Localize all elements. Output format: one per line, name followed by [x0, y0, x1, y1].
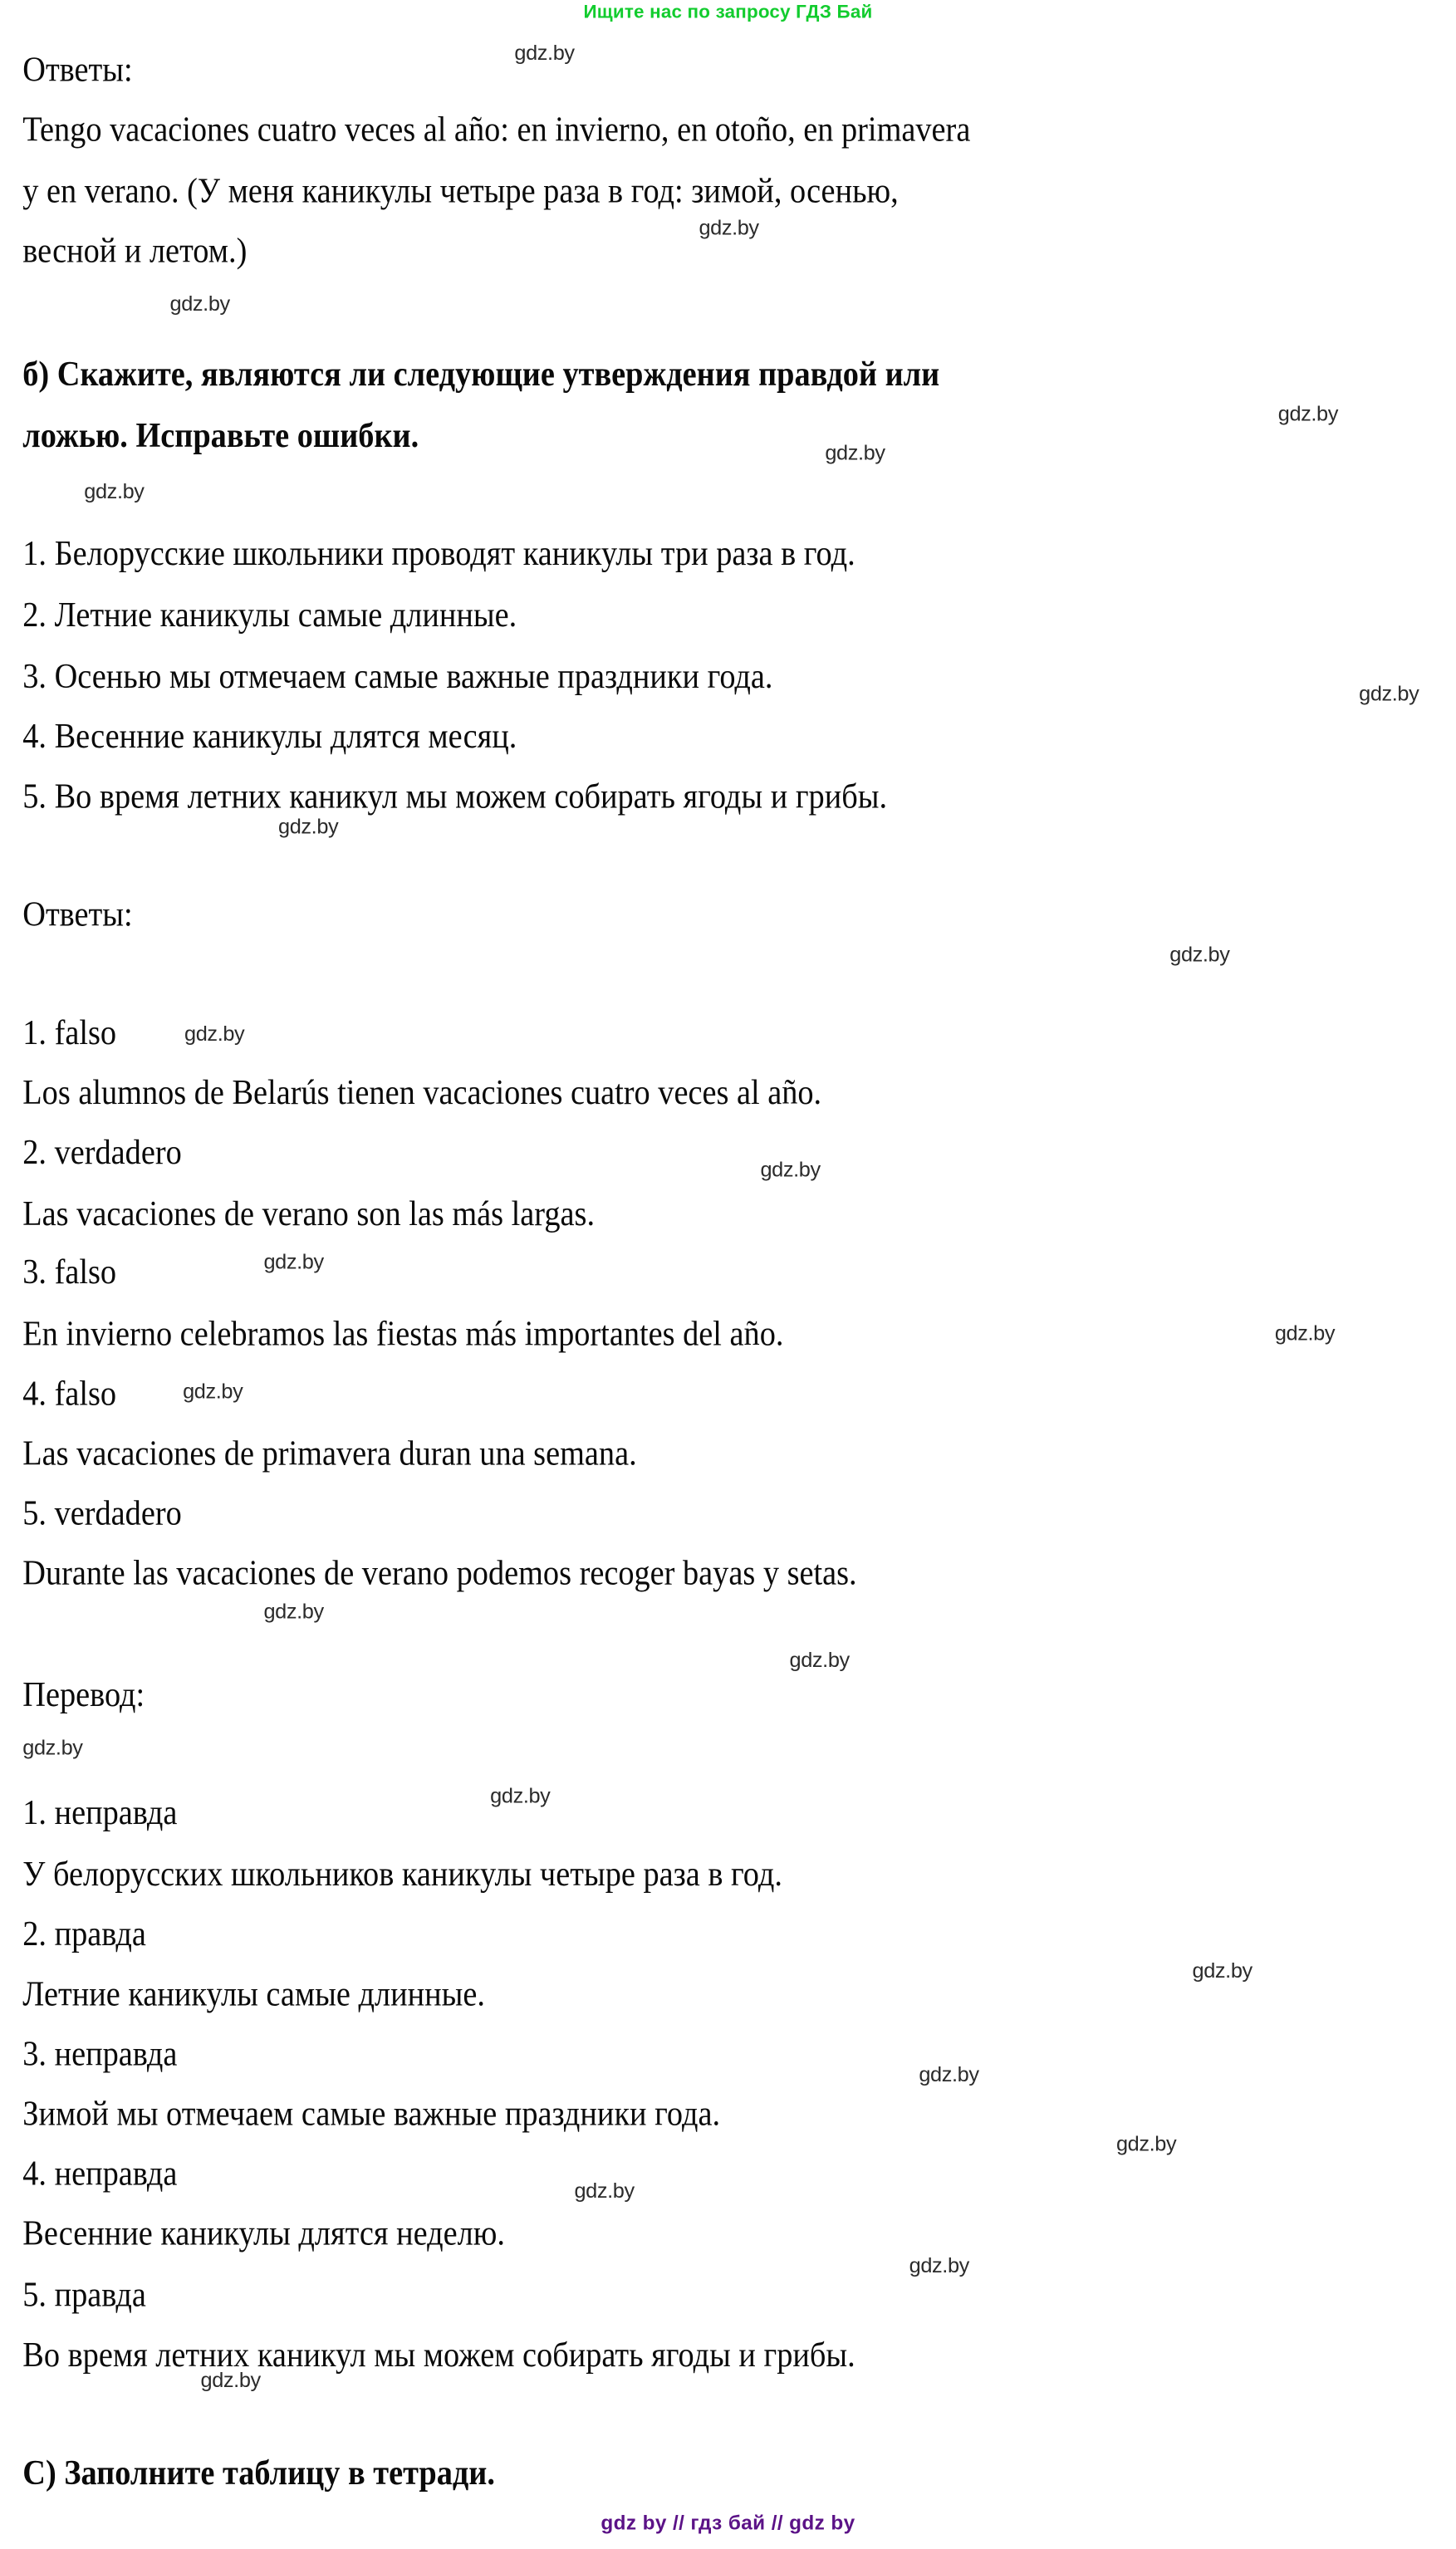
- statement-item: 2. Летние каникулы самые длинные.: [22, 596, 517, 635]
- answers-label-2: Ответы:: [22, 895, 133, 934]
- watermark-gdz: gdz.by: [919, 2061, 979, 2086]
- spanish-sentence: En invierno celebramos las fiestas más importantes del año.: [22, 1314, 784, 1354]
- task-b-heading-line-1: б) Скажите, являются ли следующие утверждения правдой или: [22, 354, 940, 394]
- russian-verdict: 3. неправда: [22, 2034, 178, 2074]
- answers-label-1: Ответы:: [22, 50, 133, 90]
- watermark-gdz: gdz.by: [184, 1021, 245, 1046]
- watermark-gdz: gdz.by: [574, 2178, 635, 2203]
- statement-item: 4. Весенние каникулы длятся месяц.: [22, 717, 517, 756]
- watermark-gdz: gdz.by: [514, 40, 575, 65]
- russian-sentence: Летние каникулы самые длинные.: [22, 1974, 485, 2014]
- watermark-gdz: gdz.by: [84, 478, 145, 504]
- task-c-heading: С) Заполните таблицу в тетради.: [22, 2453, 495, 2493]
- spanish-sentence: Durante las vacaciones de verano podemos recoger bayas y setas.: [22, 1553, 857, 1593]
- spanish-verdict: 3. falso: [22, 1252, 117, 1292]
- watermark-gdz: gdz.by: [1277, 401, 1339, 426]
- footer-link-bar[interactable]: gdz by // гдз бай // gdz by: [601, 2512, 855, 2535]
- statement-item: 5. Во время летних каникул мы можем собирать ягоды и грибы.: [22, 777, 888, 816]
- watermark-gdz: gdz.by: [263, 1249, 324, 1274]
- watermark-gdz: gdz.by: [200, 2367, 261, 2392]
- watermark-gdz: gdz.by: [789, 1647, 850, 1672]
- spanish-sentence: Las vacaciones de primavera duran una semana.: [22, 1434, 637, 1473]
- spanish-verdict: 5. verdadero: [22, 1493, 182, 1533]
- statement-item: 3. Осенью мы отмечаем самые важные праздники года.: [22, 657, 773, 696]
- watermark-gdz: gdz.by: [1359, 681, 1419, 706]
- watermark-gdz: gdz.by: [490, 1783, 551, 1808]
- watermark-gdz: gdz.by: [1115, 2131, 1177, 2156]
- watermark-gdz: gdz.by: [760, 1157, 821, 1182]
- statement-item: 1. Белорусские школьники проводят каникулы три раза в год.: [22, 534, 855, 573]
- task-b-heading-line-2: ложью. Исправьте ошибки.: [22, 415, 419, 455]
- spanish-sentence: Los alumnos de Belarús tienen vacaciones cuatro veces al año.: [22, 1072, 822, 1112]
- russian-sentence: Зимой мы отмечаем самые важные праздники года.: [22, 2094, 721, 2134]
- spanish-verdict: 4. falso: [22, 1374, 117, 1414]
- russian-sentence: Во время летних каникул мы можем собирать ягоды и грибы.: [22, 2335, 855, 2375]
- russian-verdict: 5. правда: [22, 2275, 146, 2315]
- watermark-gdz: gdz.by: [183, 1379, 243, 1404]
- spanish-answer-line-1: Tengo vacaciones cuatro veces al año: en invierno, en otoño, en primavera: [22, 110, 971, 150]
- watermark-gdz: gdz.by: [169, 291, 230, 316]
- russian-verdict: 4. неправда: [22, 2154, 178, 2194]
- watermark-gdz: gdz.by: [1169, 942, 1230, 967]
- spanish-answer-line-2: y en verano. (У меня каникулы четыре раза в год: зимой, осенью,: [22, 171, 899, 211]
- spanish-verdict: 1. falso: [22, 1012, 117, 1052]
- watermark-gdz: gdz.by: [699, 215, 759, 240]
- watermark-gdz: gdz.by: [22, 1734, 83, 1760]
- spanish-answer-line-3: весной и летом.): [22, 231, 248, 271]
- russian-sentence: У белорусских школьников каникулы четыре раза в год.: [22, 1855, 782, 1894]
- watermark-gdz: gdz.by: [263, 1599, 324, 1624]
- watermark-gdz: gdz.by: [1192, 1958, 1253, 1983]
- watermark-gdz: gdz.by: [825, 440, 885, 465]
- watermark-gdz: gdz.by: [278, 814, 339, 839]
- russian-verdict: 2. правда: [22, 1914, 146, 1953]
- promo-banner: Ищите нас по запросу ГДЗ Бай: [583, 2, 873, 23]
- watermark-gdz: gdz.by: [909, 2252, 969, 2277]
- spanish-verdict: 2. verdadero: [22, 1132, 182, 1172]
- russian-sentence: Весенние каникулы длятся неделю.: [22, 2213, 505, 2253]
- watermark-gdz: gdz.by: [1274, 1321, 1336, 1346]
- spanish-sentence: Las vacaciones de verano son las más largas.: [22, 1194, 596, 1233]
- translation-label: Перевод:: [22, 1674, 145, 1714]
- russian-verdict: 1. неправда: [22, 1793, 178, 1832]
